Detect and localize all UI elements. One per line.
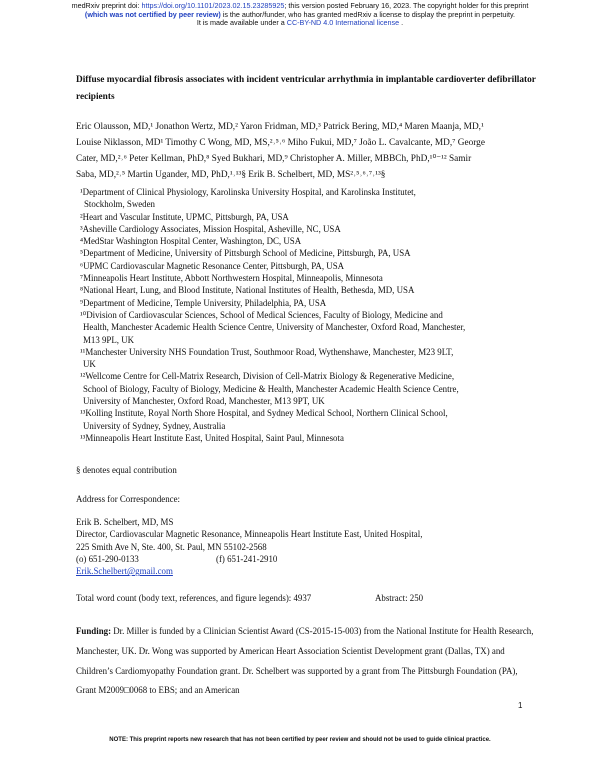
license-prefix: It is made available under a [196,18,287,28]
funding-paragraph [76,622,534,701]
author-line: Saba, MD,²˒⁵ Martin Ugander, MD, PhD,¹˒¹³§ Erik B. Schelbert, MD, MS²˒⁵˒⁶˒⁷˒¹³§ [76,170,386,180]
email-link[interactable]: Erik.Schelbert@gmail.com [76,566,173,577]
affiliation-item: ²Heart and Vascular Institute, UPMC, Pittsburgh, PA, USA [80,211,289,222]
affiliation-item: ¹⁰Division of Cardiovascular Sciences, School of Medical Sciences, Faculty of Biology, Medicine and [80,309,443,320]
funding-text: Dr. Miller is funded by a Clinician Scientist Award (CS-2015-15-003) from the National Institute for Health Research, Manchester, UK. Dr. Wong was supported by American Heart Association Scientist Development grant (Dallas, TX) and Children’s Cardiomyopathy Foundation grant. Dr. Schelbert was supported by a grant from The Pittsburgh Foundation (PA), Grant M2009□0068 to EBS; and an American [76,626,534,696]
preprint-version-text: ; this version posted February 16, 2023. The copyright holder for this preprint [284,1,529,10]
office-phone: (o) 651-290-0133 [76,553,139,564]
affiliation-item: ⁸National Heart, Lung, and Blood Institute, National Institutes of Health, Bethesda, MD, USA [80,285,415,296]
author-line: Louise Niklasson, MD¹ Timothy C Wong, MD, MS,²˒⁵˒⁶ Miho Fukui, MD,⁷ João L. Cavalcante, MD,⁷ George [76,138,485,148]
correspondence-heading: Address for Correspondence: [76,494,181,504]
affiliation-item: ¹Department of Clinical Physiology, Karolinska University Hospital, and Karolinska Institutet, [80,187,416,197]
affiliation-item: ⁹Department of Medicine, Temple University, Philadelphia, PA, USA [80,297,327,308]
peer-review-notice: (which was not certified by peer review) [84,9,221,19]
affiliation-item: ¹³Minneapolis Heart Institute East, United Hospital, Saint Paul, Minnesota [80,432,344,443]
affiliation-item: ¹²Wellcome Centre for Cell-Matrix Research, Division of Cell-Matrix Biology & Regenerative Medicine, [80,371,455,382]
correspondence-name: Erik B. Schelbert, MD, MS [76,517,174,527]
correspondence-line: 225 Smith Ave N, Ste. 400, St. Paul, MN 55102-2568 [76,541,267,552]
affiliation-item: ⁵Department of Medicine, University of Pittsburgh School of Medicine, Pittsburgh, PA, USA [80,248,411,259]
preprint-doi-prefix: medRxiv preprint doi: [71,1,142,10]
fax-number: (f) 651-241-2910 [216,553,278,564]
affiliation-item: ¹³Kolling Institute, Royal North Shore Hospital, and Sydney Medical School, Northern Clinical School, [80,408,448,419]
affiliation-item: Stockholm, Sweden [84,199,155,210]
funding-label: Funding: [76,626,112,636]
total-word-count: Total word count (body text, references, and figure legends): 4937 [76,593,312,603]
correspondence-block [76,516,422,577]
page-number: 1 [518,701,523,710]
preprint-header [0,2,600,28]
affiliation-item: Health, Manchester Academic Health Science Centre, University of Manchester, Oxford Road, Manchester, [83,322,466,333]
correspondence-line: Director, Cardiovascular Magnetic Resonance, Minneapolis Heart Institute East, United Hospital, [76,529,423,540]
affiliation-item: University of Sydney, Sydney, Australia [83,420,226,431]
license-grant-text: is the author/funder, who has granted medRxiv a license to display the preprint in perpetuity. [220,9,516,19]
correspondence-phone-row [76,553,422,565]
affiliation-item: ⁶UPMC Cardiovascular Magnetic Resonance Center, Pittsburgh, PA, USA [80,260,345,271]
affiliation-item: School of Biology, Faculty of Biology, Medicine & Health, Manchester Academic Health Science Centre, [83,383,459,394]
license-suffix: . [399,18,404,28]
affiliation-item: UK [83,359,96,370]
author-line: Cater, MD,²˒⁶ Peter Kellman, PhD,⁸ Syed Bukhari, MD,⁹ Christopher A. Miller, MBBCh, PhD,¹⁰⁻¹² Samir [76,154,472,164]
affiliation-item: University of Manchester, Oxford Road, Manchester, M13 9PT, UK [83,396,325,407]
abstract-word-count: Abstract: 250 [375,593,424,603]
paper-title: Diffuse myocardial fibrosis associates with incident ventricular arrhythmia in implantable cardioverter defibrillator recipients [76,75,536,102]
affiliation-item: ⁷Minneapolis Heart Institute, Abbott Northwestern Hospital, Minneapolis, Minnesota [80,273,383,284]
author-line: Eric Olausson, MD,¹ Jonathon Wertz, MD,² Yaron Fridman, MD,³ Patrick Bering, MD,⁴ Maren Maanja, MD,¹ [76,122,484,132]
license-link[interactable]: CC-BY-ND 4.0 International license [286,18,400,28]
affiliation-item: M13 9PL, UK [83,334,135,345]
affiliation-list [80,186,540,444]
author-list [76,119,536,183]
word-count [76,593,424,603]
affiliation-item: ⁴MedStar Washington Hospital Center, Washington, DC, USA [80,236,302,247]
affiliation-item: ³Asheville Cardiology Associates, Mission Hospital, Asheville, NC, USA [80,223,341,234]
equal-contribution-note: § denotes equal contribution [76,465,177,475]
doi-link[interactable]: https://doi.org/10.1101/2023.02.15.23285925 [141,1,285,10]
preprint-footer-note: NOTE: This preprint reports new research that has not been certified by peer review and should not be used to guide clinical practice. [109,737,491,743]
affiliation-item: ¹¹Manchester University NHS Foundation Trust, Southmoor Road, Wythenshawe, Manchester, M23 9LT, [80,346,454,357]
